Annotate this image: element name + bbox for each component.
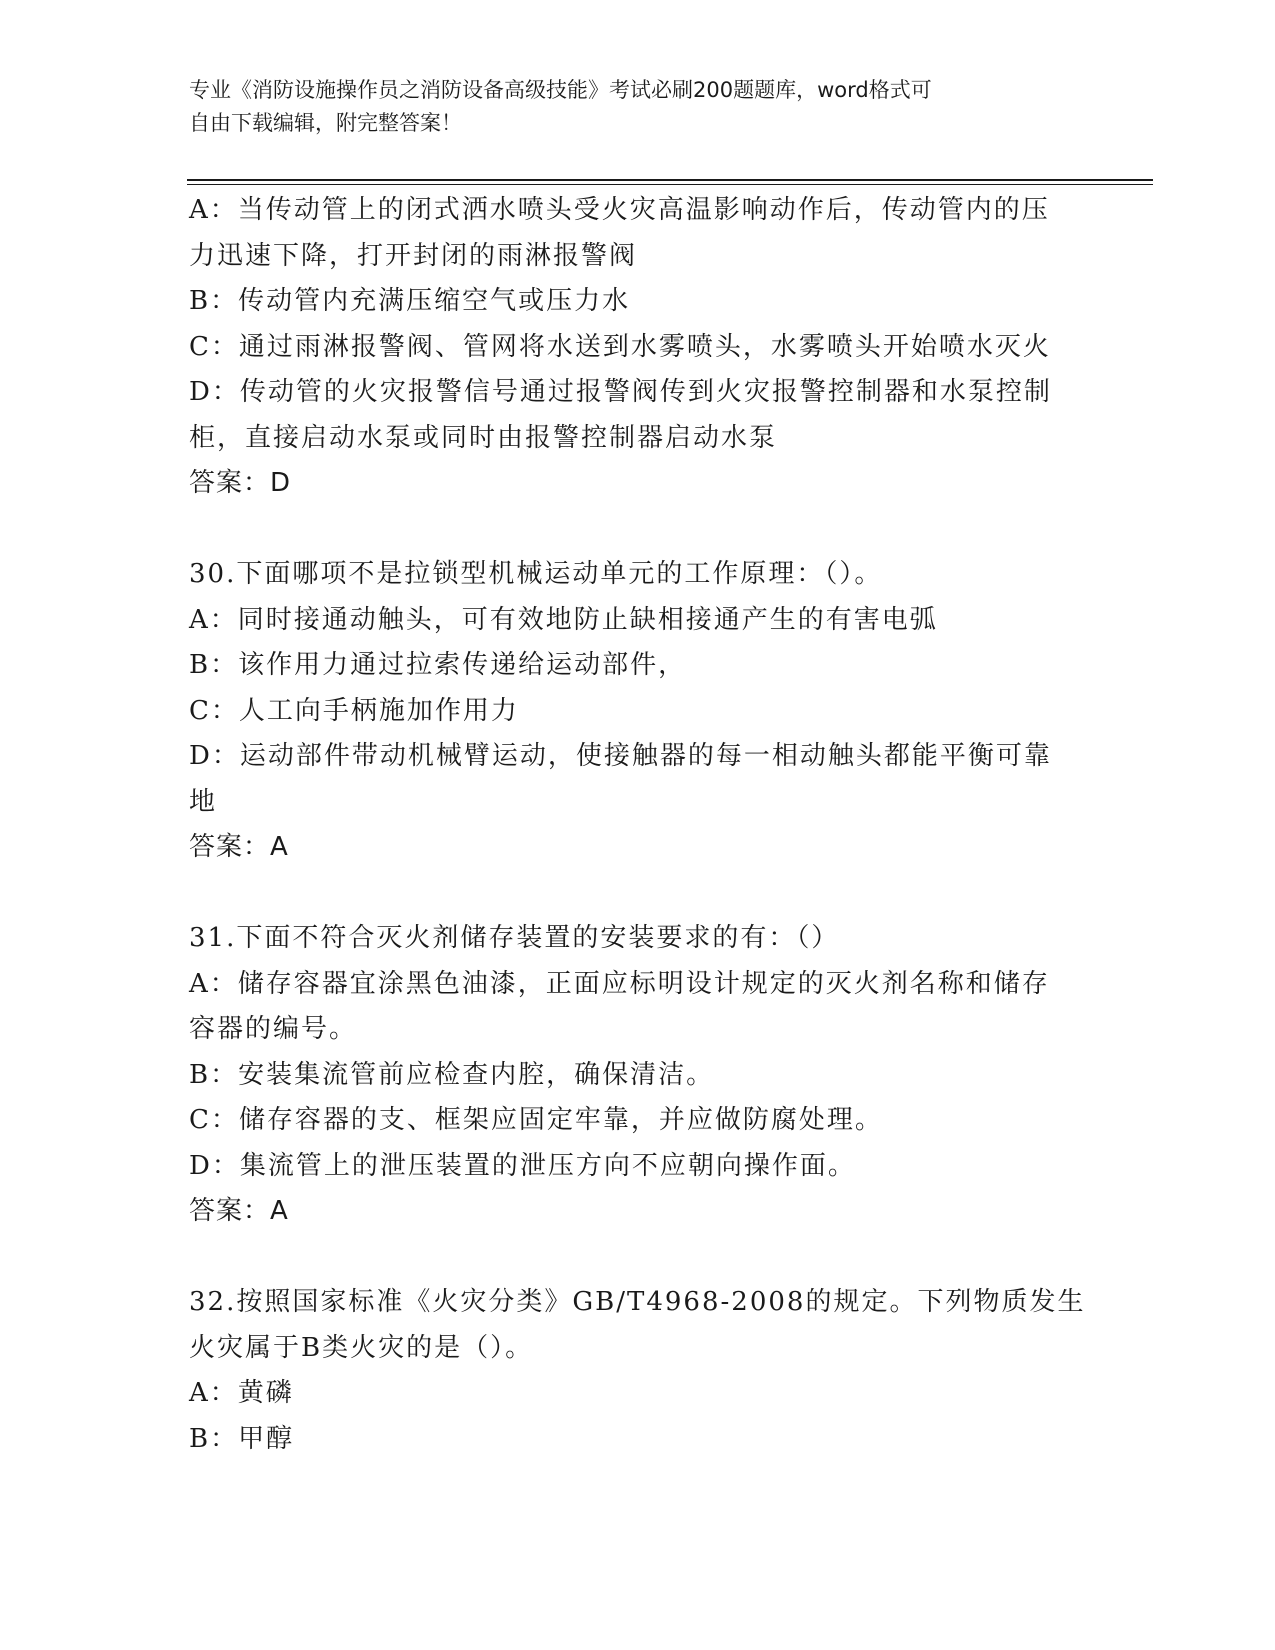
option-c: C：通过雨淋报警阀、管网将水送到水雾喷头，水雾喷头开始喷水灭火 <box>189 331 1051 362</box>
option-d: D：集流管上的泄压装置的泄压方向不应朝向操作面。 <box>189 1150 856 1181</box>
option-b: B：安装集流管前应检查内腔，确保清洁。 <box>189 1059 715 1090</box>
header-divider-thin <box>187 184 1153 185</box>
option-c: C：人工向手柄施加作用力 <box>189 695 519 726</box>
document-body <box>189 188 1089 1462</box>
answer: 答案：A <box>189 1196 289 1226</box>
option-d-line-2: 柜，直接启动水泵或同时由报警控制器启动水泵 <box>189 422 778 453</box>
header-divider-thick <box>187 179 1153 181</box>
header-title-line-2: 自由下载编辑，附完整答案！ <box>189 111 462 135</box>
question-29-block <box>189 188 1089 507</box>
answer: 答案：A <box>189 832 289 862</box>
option-b: B：甲醇 <box>189 1423 295 1454</box>
option-b: B：该作用力通过拉索传递给运动部件， <box>189 650 687 680</box>
header-title-line-1: 专业《消防设施操作员之消防设备高级技能》考试必刷200题题库，word格式可 <box>189 78 932 102</box>
option-b: B：传动管内充满压缩空气或压力水 <box>189 286 631 316</box>
question-text-line-1: 32.按照国家标准《火灾分类》GB/T4968-2008的规定。下列物质发生 <box>189 1287 1086 1317</box>
question-32-block <box>189 1280 1089 1462</box>
spacer <box>189 1235 1089 1281</box>
question-30-block <box>189 552 1089 871</box>
option-a-line-2: 容器的编号。 <box>189 1014 358 1044</box>
spacer <box>189 507 1089 553</box>
option-d-line-2: 地 <box>189 786 218 817</box>
option-a: A：同时接通动触头，可有效地防止缺相接通产生的有害电弧 <box>189 604 938 635</box>
option-d-line-1: D：运动部件带动机械臂运动，使接触器的每一相动触头都能平衡可靠 <box>189 741 1052 771</box>
question-text: 31.下面不符合灭火剂储存装置的安装要求的有：（） <box>189 923 840 953</box>
option-d-line-1: D：传动管的火灾报警信号通过报警阀传到火灾报警控制器和水泵控制 <box>189 377 1052 407</box>
answer: 答案：D <box>189 468 292 498</box>
option-a-line-2: 力迅速下降，打开封闭的雨淋报警阀 <box>189 240 638 271</box>
document-header <box>189 74 1069 140</box>
option-a-line-1: A：储存容器宜涂黑色油漆，正面应标明设计规定的灭火剂名称和储存 <box>189 968 1050 999</box>
spacer <box>189 871 1089 917</box>
question-text: 30.下面哪项不是拉锁型机械运动单元的工作原理：（）。 <box>189 559 883 589</box>
question-31-block <box>189 916 1089 1235</box>
option-c: C：储存容器的支、框架应固定牢靠，并应做防腐处理。 <box>189 1105 883 1135</box>
option-a-line-1: A：当传动管上的闭式洒水喷头受火灾高温影响动作后，传动管内的压 <box>189 195 1050 225</box>
option-a: A：黄磷 <box>189 1378 294 1408</box>
question-text-line-2: 火灾属于B类火灾的是（）。 <box>189 1332 534 1363</box>
